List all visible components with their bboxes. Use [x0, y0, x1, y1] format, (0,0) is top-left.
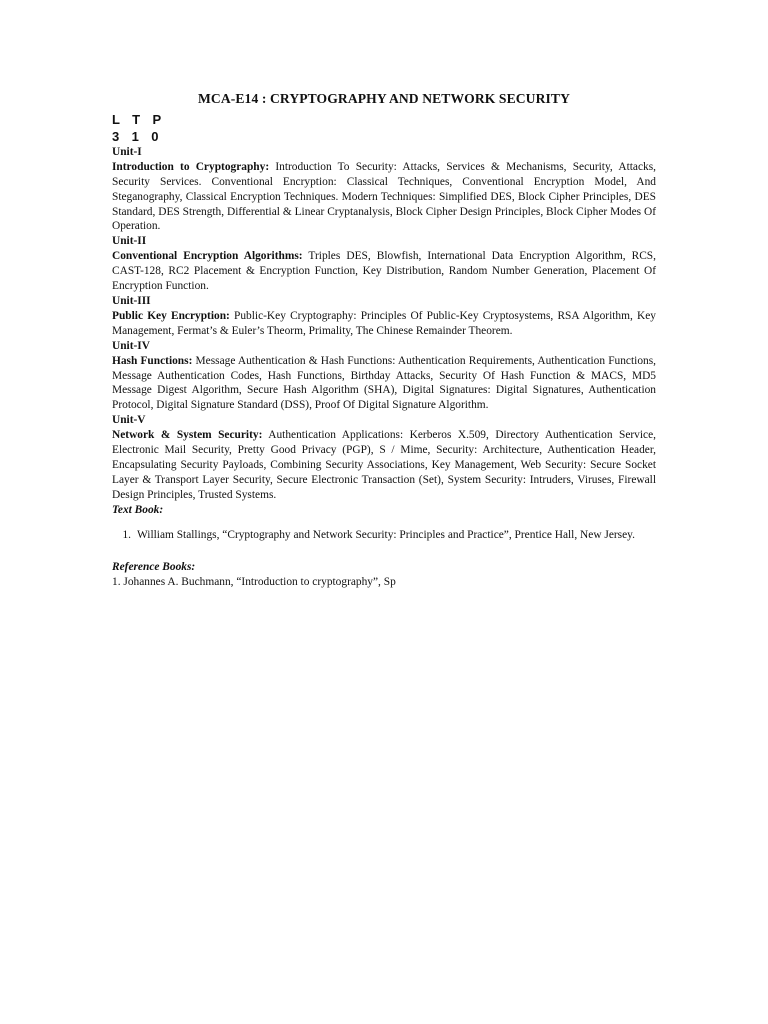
unit-1-body: Introduction To Security: Attacks, Services & Mechanisms, Security, Attacks, Security Services. Conventional Encryption: Classical Techniques, Conventional Encryption Model, And Steganography, Classical Encryption Techniques. Modern Techniques: Simplified DES, Block Cipher Principles, DES Standard, DES Strength, Differential & Linear Cryptanalysis, Block Cipher Design Principles, Block Cipher Modes Of Operation. [112, 160, 656, 233]
ltp-values: 3 1 0 [112, 128, 163, 144]
unit-4-description [112, 354, 656, 414]
unit-5-description [112, 428, 656, 503]
list-item-number: 1. [112, 576, 121, 589]
syllabus-content [112, 92, 656, 590]
text-book-list [112, 528, 656, 543]
course-title: MCA-E14 : CRYPTOGRAPHY AND NETWORK SECURITY [197, 91, 570, 106]
unit-5-topic: Network & System Security: [112, 429, 263, 442]
list-item [112, 528, 656, 543]
unit-3-heading: Unit-III [112, 294, 151, 307]
text-book-heading: Text Book: [112, 503, 164, 516]
unit-3-description [112, 309, 656, 339]
unit-4-heading: Unit-IV [112, 339, 150, 352]
unit-4-body: Message Authentication & Hash Functions: Authentication Requirements, Authentication Functions, Message Authentication Codes, Hash Functions, Birthday Attacks, Security Of Hash Function & MACS, MD5 Message Digest Algorithm, Secure Hash Algorithm (SHA), Digital Signatures: Digital Signatures, Authentication Protocol, Digital Signature Standard (DSS), Proof Of Digital Signature Algorithm. [112, 354, 656, 412]
ltp-header: L T P [112, 111, 166, 127]
list-item [112, 575, 656, 590]
list-item-text: William Stallings, “Cryptography and Network Security: Principles and Practice”, Prentice Hall, New Jersey. [137, 528, 635, 541]
list-item-number: 1. [122, 528, 131, 541]
unit-2-description [112, 249, 656, 294]
unit-5-body: Authentication Applications: Kerberos X.509, Directory Authentication Service, Electronic Mail Security, Pretty Good Privacy (PGP), S / Mime, Security: Architecture, Authentication Header, Encapsulating Security Payloads, Combining Security Associations, Key Management, Web Security: Secure Socket Layer & Transport Layer Security, Secure Electronic Transaction (Set), System Security: Intruders, Viruses, Firewall Design Principles, Trusted Systems. [112, 429, 656, 501]
unit-2-topic: Conventional Encryption Algorithms: [112, 250, 303, 263]
reference-books-list [112, 575, 656, 590]
list-item-text: Johannes A. Buchmann, “Introduction to cryptography”, Sp [123, 576, 396, 589]
unit-5-heading: Unit-V [112, 414, 146, 427]
unit-4-topic: Hash Functions: [112, 354, 193, 367]
spacer [112, 542, 656, 560]
spacer [112, 518, 656, 528]
unit-2-heading: Unit-II [112, 235, 147, 248]
unit-1-heading: Unit-I [112, 145, 142, 158]
unit-2-body: Triples DES, Blowfish, International Data Encryption Algorithm, RCS, CAST-128, RC2 Placement & Encryption Function, Key Distribution, Random Number Generation, Placement Of Encryption Function. [112, 250, 656, 293]
unit-1-topic: Introduction to Cryptography: [112, 160, 270, 173]
unit-1-description [112, 160, 656, 235]
unit-3-body: Public-Key Cryptography: Principles Of Public-Key Cryptosystems, RSA Algorithm, Key Management, Fermat’s & Euler’s Theorm, Primality, The Chinese Remainder Theorem. [112, 309, 656, 337]
reference-books-heading: Reference Books: [112, 561, 196, 574]
unit-3-topic: Public Key Encryption: [112, 309, 230, 322]
